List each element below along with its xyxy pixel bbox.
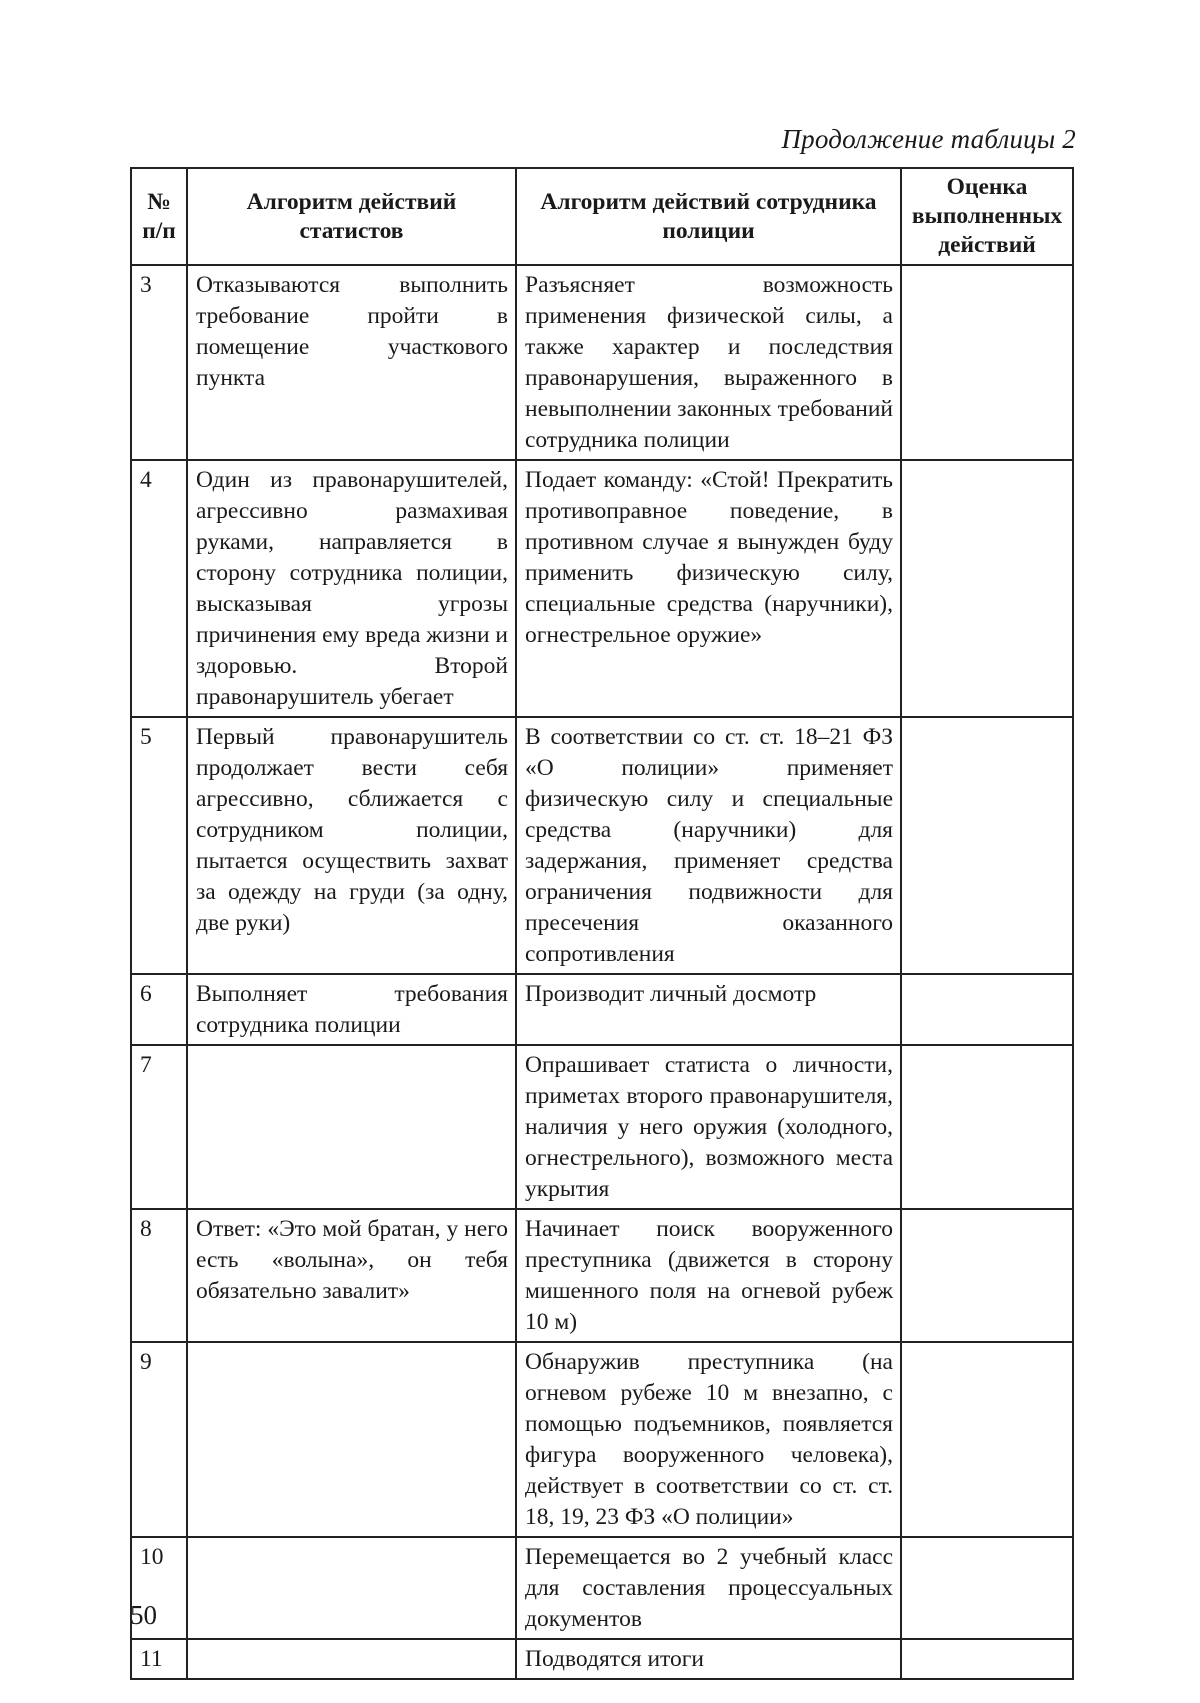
score-cell <box>901 460 1073 717</box>
police-action: В соответствии со ст. ст. 18–21 ФЗ «О полиции» применяет физическую силу и специальные средства (наручники) для задержания, применяет средства ограничения подвижности для пресечения оказанного сопротивления <box>516 717 901 974</box>
row-number: 9 <box>131 1342 187 1537</box>
statist-action: Первый правонарушитель продолжает вести себя агрессивно, сближается с сотрудником полиции, пытается осуществить захват за одежду на груди (за одну, две руки) <box>187 717 516 974</box>
table-row <box>131 1045 1073 1209</box>
table-row <box>131 974 1073 1045</box>
header-police-algorithm: Алгоритм действий сотрудника полиции <box>516 168 901 265</box>
row-number: 10 <box>131 1537 187 1639</box>
row-number: 3 <box>131 265 187 460</box>
police-action: Перемещается во 2 учебный класс для составления процессуальных документов <box>516 1537 901 1639</box>
header-statists-algorithm: Алгоритм действий статистов <box>187 168 516 265</box>
score-cell <box>901 1045 1073 1209</box>
statist-action: Выполняет требования сотрудника полиции <box>187 974 516 1045</box>
actions-table <box>130 167 1074 1680</box>
statist-action: Отказываются выполнить требование пройти в помещение участкового пункта <box>187 265 516 460</box>
statist-action <box>187 1639 516 1679</box>
header-number: № п/п <box>131 168 187 265</box>
score-cell <box>901 1537 1073 1639</box>
statist-action <box>187 1342 516 1537</box>
table-row <box>131 265 1073 460</box>
statist-action <box>187 1537 516 1639</box>
header-score: Оценка выполненных действий <box>901 168 1073 265</box>
statist-action <box>187 1045 516 1209</box>
table-row <box>131 717 1073 974</box>
police-action: Обнаружив преступника (на огневом рубеже 10 м внезапно, с помощью подъемников, появляется фигура вооруженного человека), действует в соответствии со ст. ст. 18, 19, 23 ФЗ «О полиции» <box>516 1342 901 1537</box>
table-caption: Продолжение таблицы 2 <box>781 124 1076 154</box>
police-action: Производит личный досмотр <box>516 974 901 1045</box>
table-row <box>131 1537 1073 1639</box>
score-cell <box>901 1639 1073 1679</box>
row-number: 4 <box>131 460 187 717</box>
table-row <box>131 460 1073 717</box>
police-action: Подает команду: «Стой! Прекратить противоправное поведение, в противном случае я вынужден буду применить физическую силу, специальные средства (наручники), огнестрельное оружие» <box>516 460 901 717</box>
row-number: 5 <box>131 717 187 974</box>
page-number: 50 <box>130 1600 157 1630</box>
police-action: Опрашивает статиста о личности, приметах второго правонарушителя, наличия у него оружия (холодного, огнестрельного), возможного места укрытия <box>516 1045 901 1209</box>
police-action: Начинает поиск вооруженного преступника (движется в сторону мишенного поля на огневой рубеж 10 м) <box>516 1209 901 1342</box>
table-row <box>131 1342 1073 1537</box>
row-number: 7 <box>131 1045 187 1209</box>
score-cell <box>901 717 1073 974</box>
row-number: 6 <box>131 974 187 1045</box>
row-number: 8 <box>131 1209 187 1342</box>
score-cell <box>901 1342 1073 1537</box>
table-header-row <box>131 168 1073 265</box>
score-cell <box>901 1209 1073 1342</box>
table-row <box>131 1209 1073 1342</box>
table-row <box>131 1639 1073 1679</box>
statist-action: Один из правонарушителей, агрессивно размахивая руками, направляется в сторону сотрудника полиции, высказывая угрозы причинения ему вреда жизни и здоровью. Второй правонарушитель убегает <box>187 460 516 717</box>
police-action: Разъясняет возможность применения физической силы, а также характер и последствия правонарушения, выраженного в невыполнении законных требований сотрудника полиции <box>516 265 901 460</box>
statist-action: Ответ: «Это мой братан, у него есть «волына», он тебя обязательно завалит» <box>187 1209 516 1342</box>
score-cell <box>901 974 1073 1045</box>
row-number: 11 <box>131 1639 187 1679</box>
police-action: Подводятся итоги <box>516 1639 901 1679</box>
score-cell <box>901 265 1073 460</box>
